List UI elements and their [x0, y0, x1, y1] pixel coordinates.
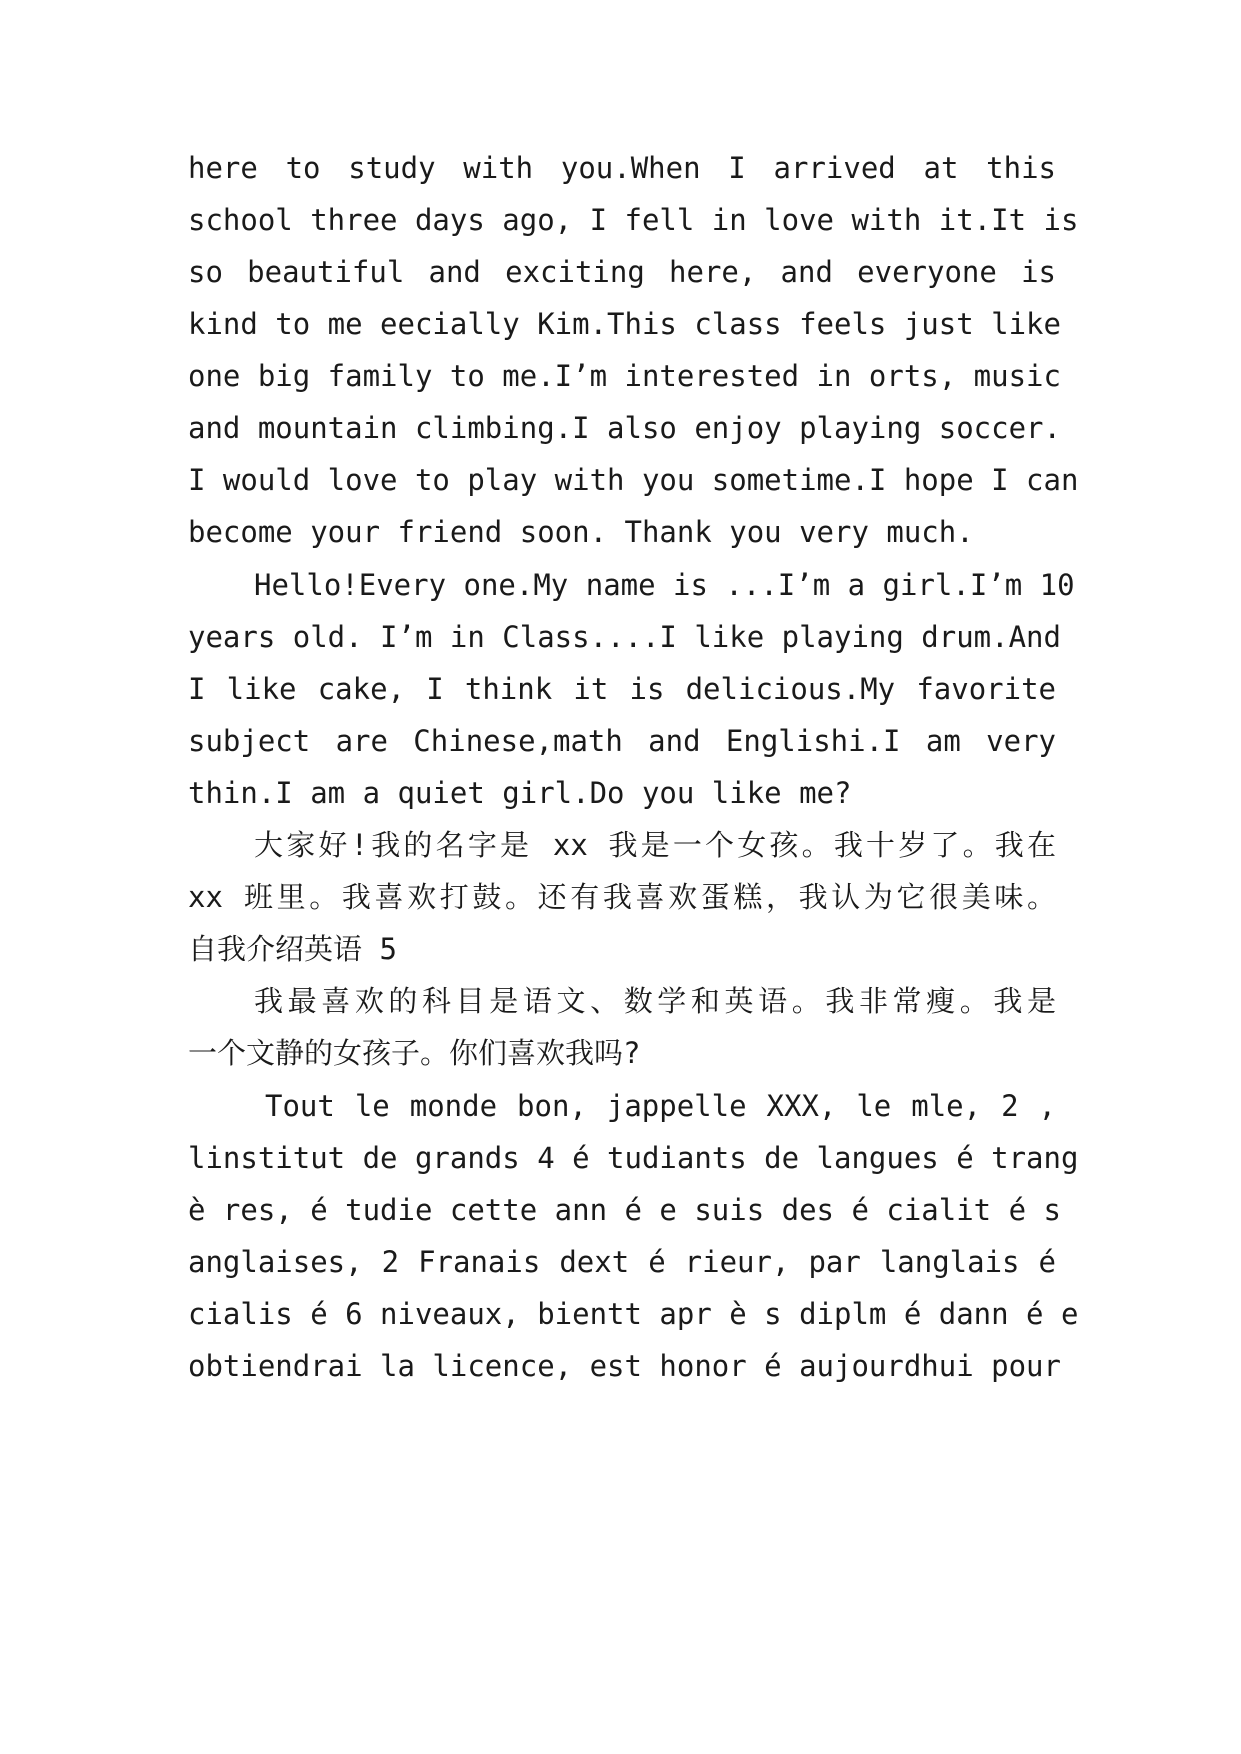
text-line: so beautiful and exciting here, and everyone is	[188, 255, 1056, 289]
text-line: 一个文静的女孩子。你们喜欢我吗?	[188, 1036, 641, 1070]
text-line: è res, é tudie cette ann é e suis des é cialit é s	[188, 1193, 1061, 1227]
text-line: I like cake, I think it is delicious.My favorite	[188, 672, 1056, 706]
section-heading: 自我介绍英语 5	[188, 932, 397, 966]
text-line: I would love to play with you sometime.I hope I can	[188, 463, 1079, 497]
text-line: one big family to me.I’m interested in orts, music	[188, 359, 1061, 393]
text-line: xx 班里。我喜欢打鼓。还有我喜欢蛋糕，我认为它很美味。	[188, 880, 1056, 914]
text-line: here to study with you.When I arrived at this	[188, 151, 1056, 185]
paragraph-first-line: 大家好!我的名字是 xx 我是一个女孩。我十岁了。我在	[254, 828, 1056, 862]
text-line: cialis é 6 niveaux, bientt apr è s diplm é dann é e	[188, 1297, 1079, 1331]
text-line: thin.I am a quiet girl.Do you like me?	[188, 776, 852, 810]
paragraph-first-line: Hello!Every one.My name is ...I’m a girl.I’m 10	[254, 568, 1075, 602]
text-line: and mountain climbing.I also enjoy playing soccer.	[188, 411, 1061, 445]
paragraph-first-line: 我最喜欢的科目是语文、数学和英语。我非常瘦。我是	[254, 984, 1056, 1018]
text-line: years old. I’m in Class....I like playing drum.And	[188, 620, 1061, 654]
text-line: kind to me eecially Kim.This class feels just like	[188, 307, 1061, 341]
text-line: become your friend soon. Thank you very much.	[188, 515, 974, 549]
text-line: anglaises, 2 Franais dext é rieur, par langlais é	[188, 1245, 1056, 1279]
text-line: school three days ago, I fell in love with it.It is	[188, 203, 1079, 237]
text-line: subject are Chinese,math and Englishi.I am very	[188, 724, 1056, 758]
text-line: linstitut de grands 4 é tudiants de langues é trang	[188, 1141, 1079, 1175]
paragraph-first-line: Tout le monde bon, jappelle XXX, le mle, 2 ,	[265, 1089, 1056, 1123]
text-line: obtiendrai la licence, est honor é aujourdhui pour	[188, 1349, 1061, 1383]
